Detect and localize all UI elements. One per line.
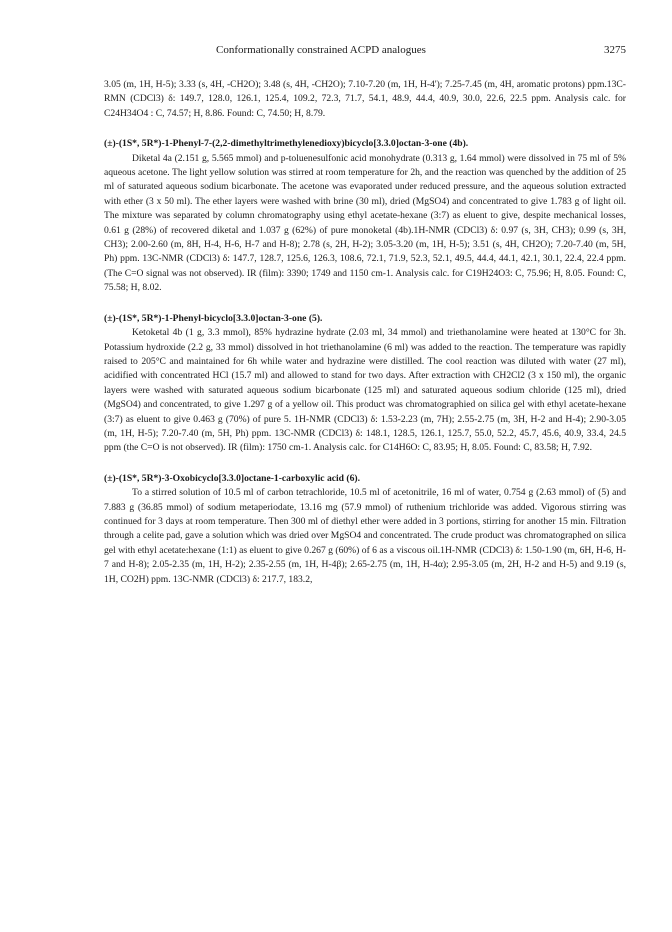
section-compound-4b <box>104 137 626 295</box>
section-paragraph: Ketoketal 4b (1 g, 3.3 mmol), 85% hydrazine hydrate (2.03 ml, 34 mmol) and triethanolamine were heated at 130°C for 3h. Potassium hydroxide (2.2 g, 33 mmol) dissolved in hot triethanolamine (6 ml) was added to the reaction. The temperature was rapidly raised to 205°C and maintained for 6h while water and hydrazine were distilled. The cool reaction was diluted with water (27 ml), acidified with concentrated HCl (15.7 ml) and allowed to stand for two days. After extraction with CH2Cl2 (3 x 150 ml), the organic layers were washed with saturated aqueous sodium bicarbonate (125 ml) and saturated aqueous sodium chloride (125 ml), dried (MgSO4) and concentrated, to give 1.297 g of a yellow oil. This product was chromatographied on silica gel with ethyl acetate-hexane (3:7) as eluent to give 0.463 g (70%) of pure 5. 1H-NMR (CDCl3) δ: 1.53-2.23 (m, 7H); 2.55-2.75 (m, 3H, H-2 and H-4); 2.90-3.05 (m, 1H, H-5); 7.20-7.40 (m, 5H, Ph) ppm. 13C-NMR (CDCl3) δ: 148.1, 128.5, 126.1, 125.7, 55.0, 52.2, 45.7, 45.6, 40.9, 33.4, 24.5 ppm (the C=O is not observed). IR (film): 1750 cm-1. Analysis calc. for C14H6O: C, 83.95; H, 8.05. Found: C, 83.58; H, 7.92. <box>104 327 626 454</box>
section-compound-6 <box>104 472 626 587</box>
section-compound-5 <box>104 312 626 456</box>
section-heading: (±)-(1S*, 5R*)-3-Oxobicyclo[3.3.0]octane-1-carboxylic acid (6). <box>104 472 360 484</box>
section-paragraph: Diketal 4a (2.151 g, 5.565 mmol) and p-toluenesulfonic acid monohydrate (0.313 g, 1.64 mmol) were dissolved in 75 ml of 5% aqueous acetone. The light yellow solution was stirred at room temperature for 2h, and the reaction was quenched by the addition of 25 ml of saturated aqueous sodium bicarbonate. The acetone was evaporated under reduced pressure, and the aqueous solution extracted with ether (3 x 50 ml). The ether layers were washed with brine (30 ml), dried (MgSO4) and concentrated to give 1.783 g of light oil. The mixture was separated by column chromatography using ethyl acetate-hexane (3:7) as eluent to give, despite mechanical losses, 0.61 g (28%) of recovered diketal and 1.037 g (62%) of pure monoketal (4b).1H-NMR (CDCl3) δ: 0.97 (s, 3H, CH3); 0.99 (s, 3H, CH3); 2.00-2.60 (m, 8H, H-4, H-6, H-7 and H-8); 2.78 (s, 2H, H-2); 3.05-3.20 (m, 1H, H-5); 3.51 (s, 4H, CH2O); 7.20-7.40 (m, 5H, Ph) ppm. 13C-NMR (CDCl3) δ: 147.7, 128.7, 125.6, 126.3, 108.6, 72.1, 71.9, 52.3, 52.1, 49.5, 44.4, 44.1, 42.1, 30.1, 22.4, 22.4 ppm. (The C=O signal was not observed). IR (film): 3390; 1749 and 1150 cm-1. Analysis calc. for C19H24O3: C, 75.96; H, 8.05. Found: C, 75.58; H, 8.02. <box>104 152 626 294</box>
article-body <box>104 78 626 587</box>
running-title: Conformationally constrained ACPD analogues <box>216 44 426 56</box>
running-head <box>104 44 626 60</box>
section-paragraph: To a stirred solution of 10.5 ml of carbon tetrachloride, 10.5 ml of acetonitrile, 16 ml of water, 0.754 g (2.63 mmol) of (5) and 7.883 g (36.85 mmol) of sodium metaperiodate, 13.16 mg (57.9 mmol) of ruthenium trichloride was added. Vigorous stirring was continued for 3 days at room temperature. Then 300 ml of diethyl ether were added in 3 portions, stirring for another 15 min. Filtration through a celite pad, gave a solution which was dried over MgSO4 and concentrated. The crude product was chromatographed on silica gel with ethyl acetate:hexane (1:1) as eluent to give 0.267 g (60%) of 6 as a viscous oil.1H-NMR (CDCl3) δ: 1.50-1.90 (m, 6H, H-6, H-7 and H-8); 2.05-2.35 (m, 1H, H-2); 2.35-2.55 (m, 1H, H-4β); 2.65-2.75 (m, 1H, H-4α); 2.95-3.05 (m, 2H, H-2 and H-5) and 9.19 (s, 1H, CO2H) ppm. 13C-NMR (CDCl3) δ: 217.7, 183.2, <box>104 487 626 585</box>
section-heading: (±)-(1S*, 5R*)-1-Phenyl-7-(2,2-dimethyltrimethylenedioxy)bicyclo[3.3.0]octan-3-one (4b). <box>104 138 469 150</box>
section-heading: (±)-(1S*, 5R*)-1-Phenyl-bicyclo[3.3.0]octan-3-one (5). <box>104 312 323 324</box>
intro-paragraph: 3.05 (m, 1H, H-5); 3.33 (s, 4H, -CH2O); 3.48 (s, 4H, -CH2O); 7.10-7.20 (m, 1H, H-4'); 7.25-7.45 (m, 4H, aromatic protons) ppm.13C-RMN (CDCl3) δ: 149.7, 128.0, 126.1, 125.4, 109.2, 72.3, 71.7, 54.1, 48.9, 44.4, 40.9, 30.0, 22.6, 22.5 ppm. Analysis calc. for C24H34O4 : C, 74.57; H, 8.86. Found: C, 74.50; H, 8.79. <box>104 79 626 119</box>
page-number: 3275 <box>604 44 626 56</box>
